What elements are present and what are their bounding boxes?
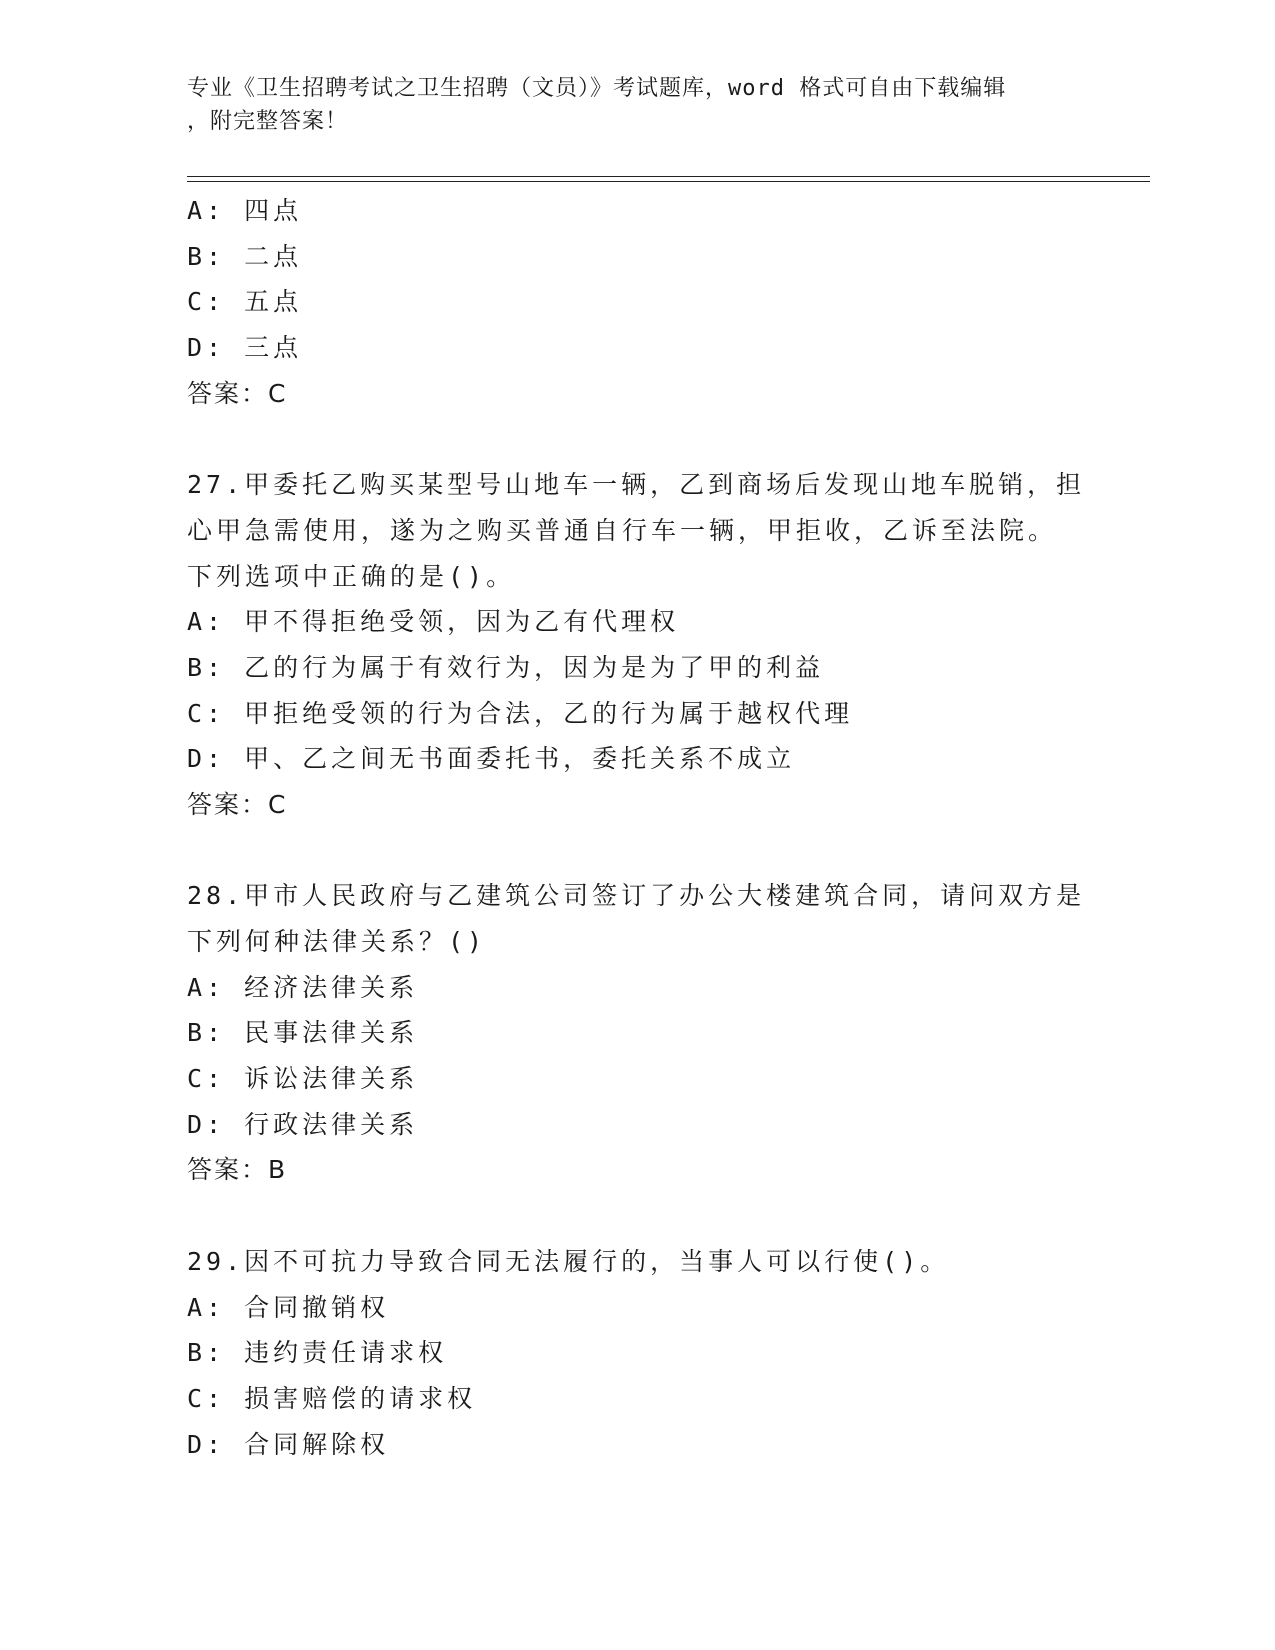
question-29 [187,1239,1147,1467]
question-28 [187,873,1147,1193]
header-line-2: ，附完整答案！ [187,109,349,134]
question-stem-line: 下列何种法律关系？() [187,927,487,956]
answer: 答案：B [187,1155,288,1185]
question-stem-line: 心甲急需使用，遂为之购买普通自行车一辆，甲拒收，乙诉至法院。 [187,515,1058,545]
question-stem-line: 下列选项中正确的是()。 [187,561,516,591]
header-divider-bottom [187,181,1150,182]
answer: 答案：C [187,789,288,819]
document-header [187,72,1067,138]
option-a: A: 四点 [187,196,303,225]
spacer [187,828,1147,874]
option-d: D: 三点 [187,333,303,363]
option-c: C: 五点 [187,287,303,317]
question-stem-line: 29.因不可抗力导致合同无法履行的，当事人可以行使()。 [187,1246,950,1276]
option-a: A: 经济法律关系 [187,972,419,1002]
option-b: B: 民事法律关系 [187,1018,419,1048]
question-26-tail [187,188,1147,416]
option-a: A: 甲不得拒绝受领，因为乙有代理权 [187,607,680,637]
option-c: C: 诉讼法律关系 [187,1064,419,1094]
option-a: A: 合同撤销权 [187,1292,390,1322]
option-c: C: 甲拒绝受领的行为合法，乙的行为属于越权代理 [187,698,854,728]
header-line-1: 专业《卫生招聘考试之卫生招聘（文员）》考试题库，word 格式可自由下载编辑 [187,76,1007,101]
option-c: C: 损害赔偿的请求权 [187,1383,477,1413]
answer: 答案：C [187,378,288,408]
question-list [187,188,1147,1467]
header-divider-top [187,176,1150,177]
option-d: D: 行政法律关系 [187,1109,419,1139]
option-b: B: 违约责任请求权 [187,1338,448,1368]
option-b: B: 二点 [187,241,303,271]
option-d: D: 甲、乙之间无书面委托书，委托关系不成立 [187,744,796,774]
spacer [187,1193,1147,1239]
question-stem-line: 28.甲市人民政府与乙建筑公司签订了办公大楼建筑合同，请问双方是 [187,881,1086,911]
question-27 [187,462,1147,828]
option-d: D: 合同解除权 [187,1429,390,1459]
spacer [187,416,1147,462]
option-b: B: 乙的行为属于有效行为，因为是为了甲的利益 [187,652,825,682]
question-stem-line: 27.甲委托乙购买某型号山地车一辆，乙到商场后发现山地车脱销，担 [187,470,1086,500]
